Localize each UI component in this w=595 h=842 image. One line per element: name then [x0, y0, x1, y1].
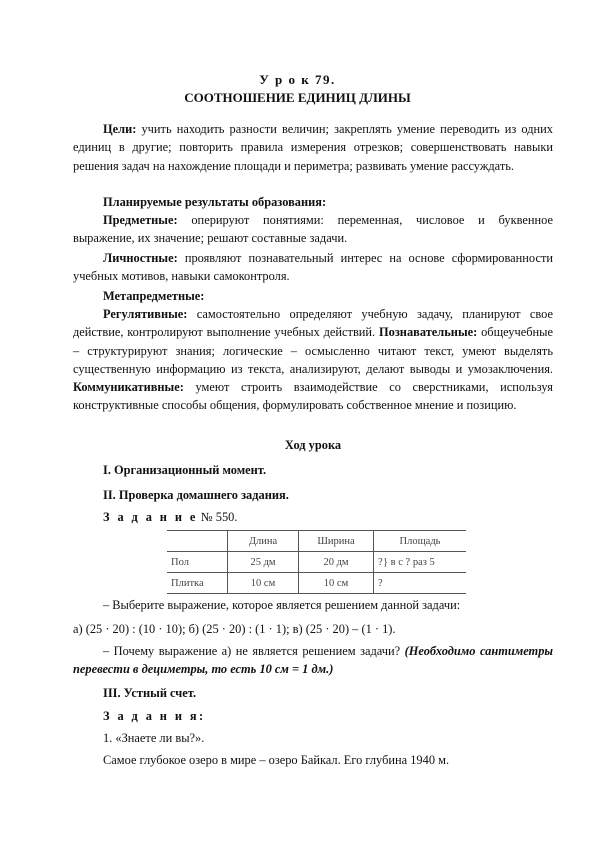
table-cell: Ширина [299, 531, 374, 552]
item-1: 1. «Знаете ли вы?». [103, 731, 205, 745]
table-cell [167, 531, 228, 552]
results-heading: Планируемые результаты образования: [103, 195, 327, 209]
table-cell: ? [374, 552, 467, 573]
task-line [73, 508, 553, 526]
goals-label: Цели: [103, 122, 137, 136]
table-cell: ? [374, 573, 467, 594]
table-cell: 10 см [299, 573, 374, 594]
question-2-text: – Почему выражение а) не является решением задачи? [103, 644, 405, 658]
tasks-colon: : [198, 709, 204, 723]
table-row [167, 531, 466, 552]
table-cell: Плитка [167, 573, 228, 594]
communicative-text: умеют строить взаимодействие со сверстниками, используя конструктивные способы общения, формулировать собственное мнение и позицию. [73, 380, 553, 413]
subject-label: Предметные: [103, 213, 178, 227]
goals-paragraph [73, 120, 553, 175]
tasks-line [73, 707, 553, 725]
table-cell: Пол [167, 552, 228, 573]
section-1: I. Организационный момент. [103, 463, 267, 477]
task-label: З а д а н и е [103, 510, 198, 524]
meta-paragraph [73, 305, 553, 415]
table-cell: Площадь [374, 531, 467, 552]
brace-note: } в с ? раз 5 [383, 557, 435, 568]
answer-options: а) (25 · 20) : (10 · 10); б) (25 · 20) : (1 · 1); в) (25 · 20) – (1 · 1). [73, 622, 396, 636]
section-2: II. Проверка домашнего задания. [103, 488, 289, 502]
meta-heading: Метапредметные: [103, 289, 205, 303]
task-number: № 550. [197, 510, 238, 524]
item-1-text: Самое глубокое озеро в мире – озеро Байкал. Его глубина 1940 м. [103, 753, 450, 767]
section-3: III. Устный счет. [103, 686, 197, 700]
question-2 [73, 642, 553, 679]
subject-text: оперируют понятиями: переменная, числовое и буквенное выражение, их значение; решают составные задачи. [73, 213, 553, 246]
regulatory-label: Регулятивные: [103, 307, 188, 321]
table-cell: 10 см [228, 573, 299, 594]
table-cell: Длина [228, 531, 299, 552]
table-row [167, 573, 466, 594]
goals-text: учить находить разности величин; закреплять умение переводить из одних единиц в другие; повторить правила измерения отрезков; совершенствовать навыки решения задач на нахождение площади и периметра; развивать умение рассуждать. [73, 122, 553, 173]
personal-label: Личностные: [103, 251, 178, 265]
cognitive-text: общеучебные – структурируют знания; логические – осмысленно читают текст, умеют выделять существенную информацию из текста, анализируют, делают выводы и умозаключения. [73, 325, 553, 376]
regulatory-text: самостоятельно определяют учебную задачу, планируют свое действие, контролируют выполнение учебных действий. [73, 307, 553, 340]
personal-text: проявляют познавательный интерес на основе сформированности учебных мотивов, навыки самоконтроля. [73, 251, 553, 284]
cognitive-label: Познавательные: [379, 325, 478, 340]
question-2-hint: (Необходимо сантиметры перевести в дециметры, то есть 10 см = 1 дм.) [73, 644, 553, 677]
item-1-text-line [73, 751, 553, 769]
lesson-topic: СООТНОШЕНИЕ ЕДИНИЦ ДЛИНЫ [184, 90, 411, 105]
personal-paragraph [73, 249, 553, 286]
lesson-number: У р о к 79. [259, 72, 336, 87]
course-heading: Ход урока [284, 438, 342, 452]
table-cell: 20 дм [299, 552, 374, 573]
subject-paragraph [73, 211, 553, 248]
tasks-label: З а д а н и я [103, 709, 199, 723]
question-1: – Выберите выражение, которое является решением данной задачи: [103, 598, 461, 612]
table-cell: 25 дм [228, 552, 299, 573]
communicative-label: Коммуникативные: [73, 380, 184, 395]
